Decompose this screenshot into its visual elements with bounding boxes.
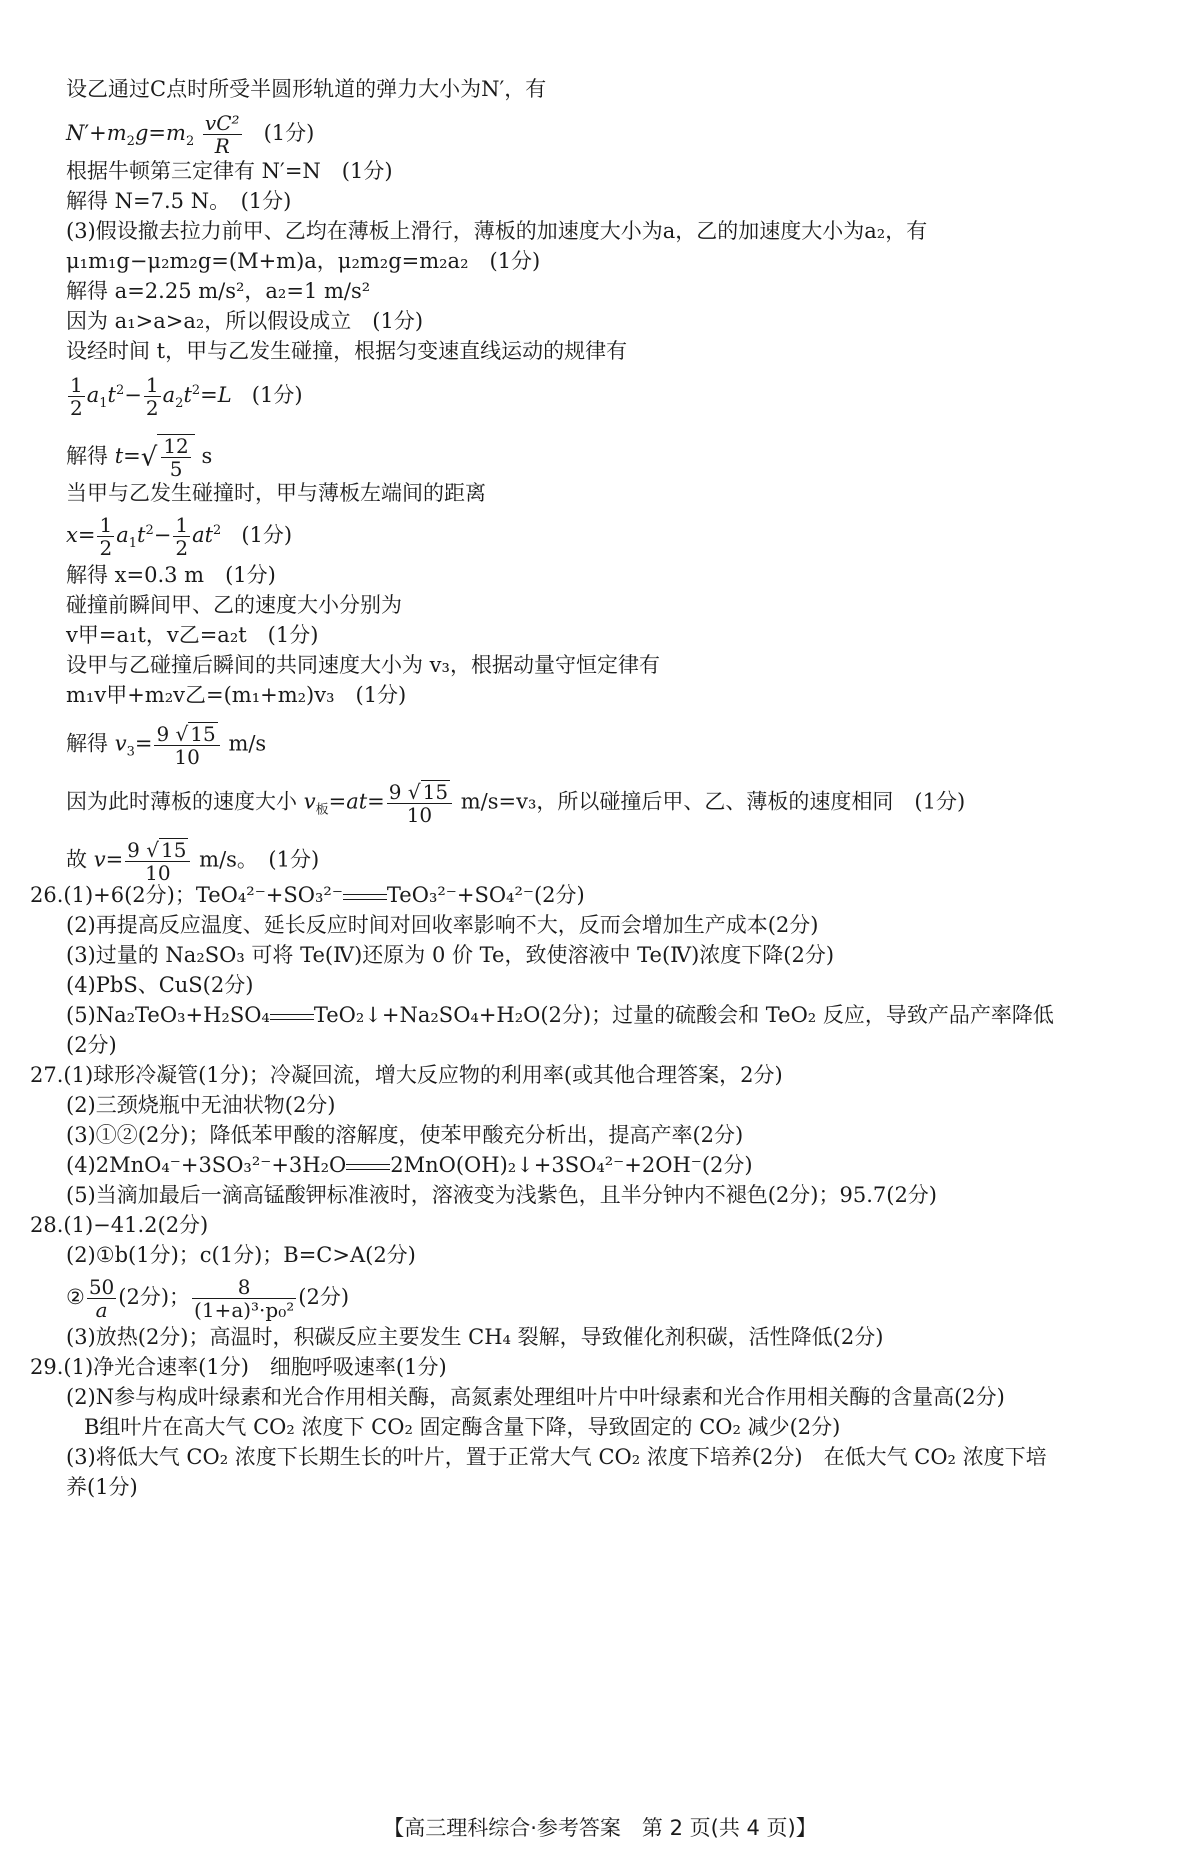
q27-part3: (3)①②(2分)；降低苯甲酸的溶解度，使苯甲酸充分析出，提高产率(2分) xyxy=(66,1123,744,1147)
line-9: 设经时间 t，甲与乙发生碰撞，根据匀变速直线运动的规律有 xyxy=(66,339,628,363)
equals-arrow xyxy=(343,892,387,902)
line-11-equation: 解得 t=√ $\frac{12}{5}$ s xyxy=(66,434,213,481)
line-19-equation: 解得 $v_3=$ $\frac{9 √ 15}{10}$ m/s xyxy=(66,722,267,769)
q28-part1: 28.(1)−41.2(2分) xyxy=(30,1213,209,1237)
line-13-equation: x= $\frac{1}{2}$ $a_1t^2-$ $\frac{1}{2}$ $at^2$ (1分) xyxy=(66,513,293,560)
q27-part2: (2)三颈烧瓶中无油状物(2分) xyxy=(66,1093,336,1117)
q27-part1: 27.(1)球形冷凝管(1分)；冷凝回流，增大反应物的利用率(或其他合理答案，2分) xyxy=(30,1063,783,1087)
equals-arrow xyxy=(270,1012,314,1022)
line-20-equation: 因为此时薄板的速度大小 $v_板=at=$ $\frac{9 √ 15}{10}$ m/s=v₃，所以碰撞后甲、乙、薄板的速度相同 (1分) xyxy=(66,780,966,827)
q29-part1: 29.(1)净光合速率(1分) 细胞呼吸速率(1分) xyxy=(30,1355,447,1379)
q26-part4: (4)PbS、CuS(2分) xyxy=(66,973,254,997)
line-12: 当甲与乙发生碰撞时，甲与薄板左端间的距离 xyxy=(66,481,486,505)
q29-part2: (2)N参与构成叶绿素和光合作用相关酶，高氮素处理组叶片中叶绿素和光合作用相关酶的含量高(2分) xyxy=(66,1385,1005,1409)
line-14: 解得 x=0.3 m (1分) xyxy=(66,563,276,587)
line-8: 因为 a₁>a>a₂，所以假设成立 (1分) xyxy=(66,309,424,333)
q26-part5: (5)Na₂TeO₃+H₂SO₄ TeO₂↓+Na₂SO₄+H₂O(2分)；过量的硫酸会和 TeO₂ 反应，导致产品产率降低 xyxy=(66,1003,1054,1027)
line-18: m₁v甲+m₂v乙=(m₁+m₂)v₃ (1分) xyxy=(66,683,407,707)
line-16: v甲=a₁t，v乙=a₂t (1分) xyxy=(66,623,319,647)
line-3: 根据牛顿第三定律有 N′=N (1分) xyxy=(66,159,393,183)
q29-part3: (3)将低大气 CO₂ 浓度下长期生长的叶片，置于正常大气 CO₂ 浓度下培养(2分) 在低大气 CO₂ 浓度下培 xyxy=(66,1445,1047,1469)
line-7: 解得 a=2.25 m/s²，a₂=1 m/s² xyxy=(66,279,371,303)
q28-part2: (2)①b(1分)；c(1分)；B=C>A(2分) xyxy=(66,1243,416,1267)
line-2-equation: $N'+m_2g=m_2$ $\frac{\text{vC²}}{R}$ (1分) xyxy=(66,111,315,158)
q27-part4: (4)2MnO₄⁻+3SO₃²⁻+3H₂O 2MnO(OH)₂↓+3SO₄²⁻+2OH⁻(2分) xyxy=(66,1153,753,1177)
q29-part3-cont: 养(1分) xyxy=(66,1475,138,1499)
equals-arrow xyxy=(346,1162,390,1172)
q26-part5-cont: (2分) xyxy=(66,1033,117,1057)
line-15: 碰撞前瞬间甲、乙的速度大小分别为 xyxy=(66,593,402,617)
page-footer: 【高三理科综合·参考答案 第 2 页(共 4 页)】 xyxy=(383,1816,817,1840)
fraction-vc2-over-r: $\frac{\text{vC²}}{R}$ xyxy=(204,111,240,158)
line-21-equation: 故 v= $\frac{9 √ 15}{10}$ m/s。 (1分) xyxy=(66,838,320,885)
q26-part2: (2)再提高反应温度、延长反应时间对回收率影响不大，反而会增加生产成本(2分) xyxy=(66,913,819,937)
q28-part3: (3)放热(2分)；高温时，积碳反应主要发生 CH₄ 裂解，导致催化剂积碳，活性降低(2分) xyxy=(66,1325,884,1349)
q29-part2b: B组叶片在高大气 CO₂ 浓度下 CO₂ 固定酶含量下降，导致固定的 CO₂ 减少(2分) xyxy=(84,1415,841,1439)
line-5: (3)假设撤去拉力前甲、乙均在薄板上滑行，薄板的加速度大小为a，乙的加速度大小为a₂，有 xyxy=(66,219,928,243)
line-17: 设甲与乙碰撞后瞬间的共同速度大小为 v₃，根据动量守恒定律有 xyxy=(66,653,660,677)
line-6: μ₁m₁g−μ₂m₂g=(M+m)a，μ₂m₂g=m₂a₂ (1分) xyxy=(66,249,541,273)
line-4: 解得 N=7.5 N。 (1分) xyxy=(66,189,292,213)
q28-part2b: ② $\frac{50}{a}$ (2分)； $\frac{8}{\text{(1+a)³·p₀²}}$ (2分) xyxy=(66,1275,350,1322)
line-10-equation: $\frac{1}{2}$ $a_1t^2-$ $\frac{1}{2}$ $a_2t^2=L$ (1分) xyxy=(70,373,303,420)
q26-part1: 26.(1)+6(2分)；TeO₄²⁻+SO₃²⁻ TeO₃²⁻+SO₄²⁻(2分) xyxy=(30,883,585,907)
q27-part5: (5)当滴加最后一滴高锰酸钾标准液时，溶液变为浅紫色，且半分钟内不褪色(2分)；95.7(2分) xyxy=(66,1183,937,1207)
line-1: 设乙通过C点时所受半圆形轨道的弹力大小为N′，有 xyxy=(66,77,547,101)
q26-part3: (3)过量的 Na₂SO₃ 可将 Te(Ⅳ)还原为 0 价 Te，致使溶液中 Te(Ⅳ)浓度下降(2分) xyxy=(66,943,835,967)
